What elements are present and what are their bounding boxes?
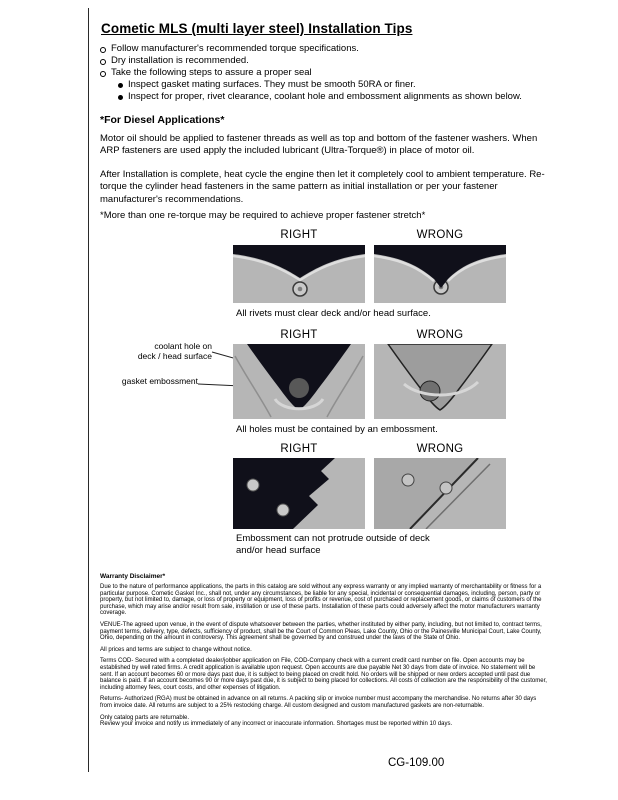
tip-text: Inspect gasket mating surfaces. They must be smooth 50RA or finer. (128, 79, 416, 90)
margin-rule (88, 8, 89, 772)
solid-bullet-icon (118, 95, 123, 100)
hollow-bullet-icon (100, 59, 106, 65)
retorque-note: *More than one re-torque may be required to achieve proper fastener stretch* (100, 210, 426, 221)
hollow-bullet-icon (100, 71, 106, 77)
diesel-paragraph-2: After Installation is complete, heat cycle the engine then let it completely cool to ambient temperature. Re-torque the cylinder head fasteners in the same pattern as initial installation or per your fastener manufacturer's recommendations. (100, 169, 545, 205)
embossment-wrong-figure (374, 344, 506, 419)
diesel-heading: *For Diesel Applications* (100, 114, 225, 126)
callout-line-1: coolant hole on (154, 341, 212, 351)
catalog-returns-line1: Only catalog parts are returnable. (100, 714, 190, 721)
caption-protrusion (236, 533, 506, 556)
right-label-row2: RIGHT (280, 329, 318, 341)
wrong-label-row2: WRONG (416, 329, 464, 341)
caption-rivets: All rivets must clear deck and/or head surface. (236, 308, 431, 319)
list-item (100, 67, 585, 79)
right-label-row1: RIGHT (280, 229, 318, 241)
prices-paragraph: All prices and terms are subject to change without notice. (100, 646, 252, 653)
protrusion-right-figure (233, 458, 365, 529)
list-item (118, 91, 585, 103)
caption-protrusion-line1: Embossment can not protrude outside of deck (236, 533, 430, 544)
page-code: CG-109.00 (388, 757, 445, 769)
list-item (100, 43, 585, 55)
warranty-section (100, 573, 548, 733)
caption-protrusion-line2: and/or head surface (236, 544, 321, 556)
wrong-label-row1: WRONG (416, 229, 464, 241)
embossment-right-figure (233, 344, 365, 419)
diesel-paragraph-1: Motor oil should be applied to fastener threads as well as top and bottom of the fastener washers. When ARP fasteners are used apply the included lubricant (Ultra-Torque®) in place of motor oil. (100, 133, 538, 157)
warranty-heading: Warranty Disclaimer* (100, 573, 166, 580)
solid-bullet-icon (118, 83, 123, 88)
warranty-paragraph: Due to the nature of performance applications, the parts in this catalog are sold without any express warranty or any implied warranty of merchantability or fitness for a particular purpose. Cometic Gasket Inc., shall not, under any circumstances, be liable for any special, incidental or consequential damages, including, person, party or property, but not limited to, damage, or loss of property or equipment, loss of profits or revenue, cost of purchased or replacement goods, or claims of customers of the purchase, which may arise and/or result from sale, instillation or use of these parts. Installation of these parts could adversely affect the motor manufacturers warranty coverage. (100, 584, 542, 617)
embossment-callout: gasket embossment (121, 376, 198, 386)
rivet-right-figure (233, 245, 365, 303)
tip-text: Inspect for proper, rivet clearance, coolant hole and embossment alignments as shown below. (128, 91, 522, 102)
rivet-wrong-figure (374, 245, 506, 303)
tips-list (100, 43, 585, 103)
returns-paragraph: Returns- Authorized (RGA) must be obtained in advance on all returns. A packing slip or invoice number must accompany the merchandise. No returns after 30 days from invoice date. All returns are subject to a 25% restocking charge. All custom designed and custom manufactured gaskets are non-returnable. (100, 696, 537, 709)
catalog-returns-paragraph (100, 715, 548, 728)
tip-text: Dry installation is recommended. (111, 55, 249, 66)
list-item (118, 79, 585, 91)
terms-paragraph: Terms COD- Secured with a completed dealer/jobber application on File, COD-Company check with a current credit card number on file. Open accounts may be established by well rated firms. A credit application is available upon request. Open accounts are due payable Net 30 days from date of invoice. No statement will be sent. If an account becomes 60 or more days past due, it is subject to being placed on credit hold. No orders will be shipped or new orders accepted until past due balance is paid. If an account becomes 90 or more days past due, it is subject to being placed for collections. All costs of collection are the responsibility of the customer, including attorney fees, court costs, and other expenses of litigation. (100, 658, 547, 691)
list-item (100, 55, 585, 67)
venue-paragraph: VENUE-The agreed upon venue, in the event of dispute whatsoever between the parties, whether instituted by either party, including, but not limited to, contract terms, payment terms, delivery, type, defects, sufficiency of product, shall be the Court of Common Pleas, Lake County, Ohio or the Painesville Municipal Court, Lake County, Ohio, depending on the amount in controversy. This agreement shall be governed by and construed under the laws of the State of Ohio. (100, 621, 542, 642)
protrusion-wrong-figure (374, 458, 506, 529)
catalog-returns-line2: Review your invoice and notify us immediately of any incorrect or inaccurate information. Shortages must be reported within 10 days. (100, 721, 453, 728)
caption-holes: All holes must be contained by an embossment. (236, 424, 438, 435)
tip-text: Take the following steps to assure a proper seal (111, 67, 312, 78)
hollow-bullet-icon (100, 47, 106, 53)
page-title: Cometic MLS (multi layer steel) Installation Tips (101, 21, 413, 36)
callout-line-2: deck / head surface (137, 351, 212, 361)
tip-text: Follow manufacturer's recommended torque specifications. (111, 43, 359, 54)
right-label-row3: RIGHT (280, 443, 318, 455)
wrong-label-row3: WRONG (416, 443, 464, 455)
